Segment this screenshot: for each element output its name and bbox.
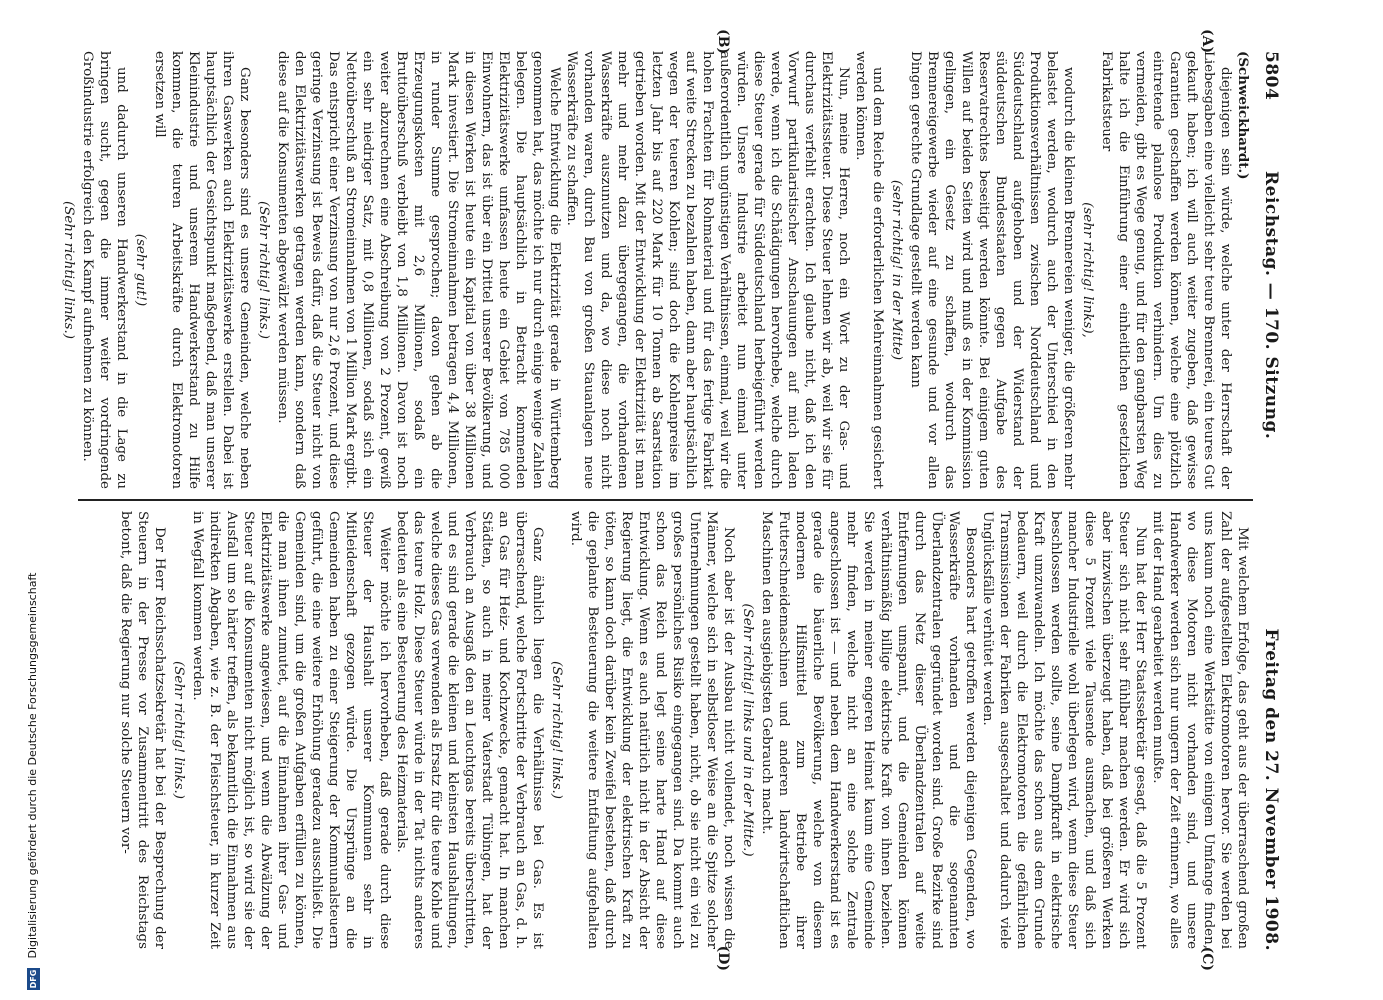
digitization-footer bbox=[26, 0, 46, 1000]
margin-marker-b: (B) bbox=[715, 29, 731, 55]
left-paragraph: Welche Entwicklung die Elektrizität gerade in Württemberg genommen hat, das möchte ich nur durch einige wenige Zahlen belegen. Die hauptsächlich in Betracht kommenden Elektrizitätswerke umfassen heute ein Gebiet von 785 000 Einwohnern, das ist über ein Drittel unserer Bevölkerung, und in diesen Werken ist heute ein Kapital von über 38 Millionen Mark investiert. Die Stromeinnahmen betragen 4,4 Millionen, in runder Summe gesprochen; davon gehen ab die Erzeugungskosten mit 2,6 Millionen, sodaß ein Bruttoüberschuß verbleibt von 1,8 Millionen. Davon ist noch weiter abzurechnen eine Abschreibung von 2 Prozent, gewiß ein sehr niedriger Satz, mit 0,8 Millionen, sodaß sich ein Nettoüberschuß an Stromeinnahmen von 1 Million Mark ergibt. Das entspricht einer Verzinsung von nur 2,6 Prozent, und diese geringe Verzinsung ist Beweis dafür, daß die Steuer nicht von den Elektrizitätswerken getragen werden kann, sondern daß diese auf die Konsumenten abgewälzt werden müssen. bbox=[275, 51, 562, 489]
right-paragraph: Mit welchem Erfolge, das geht aus der überraschend großen Zahl der aufgestellten Elektromotoren hervor. Sie werden bei uns kaum noch eine Werkstätte von einigem Umfange finden, wo diese Motoren nicht vorhanden sind, und unsere Handwerker werden sich nur ungern der Zeit erinnern, wo alles mit der Hand gearbeitet werden mußte. bbox=[1150, 511, 1250, 949]
margin-marker-c: (C) bbox=[1199, 946, 1215, 971]
left-paragraph: Ganz besonders sind es unsere Gemeinden, welche neben ihren Gaswerken auch Elektrizitätswerke erstellen. Dabei ist hauptsächlich der Gesichtspunkt maßgebend, daß man unserer Kleinindustrie und unserem Handwerkerstand zu Hilfe kommen, die teuren Arbeitskräfte durch Elektromotoren ersetzen will bbox=[152, 51, 252, 489]
right-paragraph: Nun hat der Herr Staatssekretär gesagt, daß die 5 Prozent Steuer sich nicht sehr fühlbar machen werden. Er wird sich aber inzwischen überzeugt haben, daß bei größeren Werken diese 5 Prozent viele Tausende ausmachen, und daß sich mancher Industrielle wohl überlegen wird, wenn diese Steuer beschlossen werden sollte, seine Dampfkraft in elektrische Kraft umzuwandeln. Ich möchte das schon aus dem Grunde bedauern, weil durch die Elektromotoren die gefährlichen Transmissionen der Fabriken ausgeschaltet und dadurch viele Unglücksfälle verhütet werden. bbox=[980, 511, 1148, 949]
right-column bbox=[101, 511, 1251, 971]
session-title: Reichstag. — 170. Sitzung. bbox=[1261, 171, 1281, 440]
right-remark: (Sehr richtig! links und in der Mitte.) bbox=[740, 603, 755, 857]
right-paragraph: Besonders hart getroffen werden diejenigen Gegenden, wo Wasserkräfte vorhanden und die sogenannten Überlandzentralen gegründet worden sind. Große Bezirke sind durch das Netz dieser Überlandzentralen auf weite Entfernungen umspannt, und die Gemeinden können verhältnismäßig billige elektrische Kraft von ihnen beziehen. Sie werden in meiner engeren Heimat kaum eine Gemeinde mehr finden, welche nicht an eine solche Zentrale angeschlossen ist — und neben dem Handwerkerstand ist es gerade die bäuerliche Bevölkerung, welche von diesem modernen Hilfsmittel zum Betriebe ihrer Futterschneidemaschinen und anderen landwirtschaftlichen Maschinen den ausgiebigsten Gebrauch macht. bbox=[759, 511, 978, 949]
page-content bbox=[61, 29, 1283, 971]
left-remark: (Sehr richtig! links.) bbox=[256, 201, 271, 339]
right-remark: (Sehr richtig! links.) bbox=[549, 661, 564, 799]
right-paragraph: Weiter möchte ich hervorheben, daß gerade durch diese Steuer der Haushalt unserer Kommunen sehr in Mitleidenschaft gezogen würde. Die Ursprünge an die Gemeinden haben zu einer Steigerung der Kommunalsteuern geführt, die eine weitere Erhöhung geradezu ausschließt. Die Gemeinden sind, um die großen Aufgaben erfüllen zu können, die man ihnen zumutet, auf die Einnahmen ihrer Gas- und Elektrizitätswerke angewiesen, und wenn die Abwälzung der Steuer auf die Konsumenten nicht möglich ist, so wird sie der Ausfall um so härter treffen, als bekanntlich die Einnahmen aus indirekten Abgaben, wie z. B. der Fleischsteuer, in kurzer Zeit in Wegfall kommen werden. bbox=[190, 511, 392, 949]
column-divider bbox=[78, 499, 1253, 501]
session-date: Freitag den 27. November 1908. bbox=[1261, 628, 1281, 951]
scanned-page bbox=[61, 29, 1283, 971]
page-header bbox=[1255, 51, 1281, 951]
margin-marker-a: (A) bbox=[1199, 29, 1215, 54]
dfg-logo-icon: DFG bbox=[28, 969, 38, 989]
left-speaker: (Schweickhardt.) bbox=[1235, 51, 1251, 180]
left-remark: (sehr gut!) bbox=[133, 233, 148, 307]
left-remark: (Sehr richtig! links.) bbox=[61, 201, 76, 339]
left-paragraph: und dem Reiche die erforderlichen Mehreinnahmen gesichert werden können. bbox=[853, 51, 885, 489]
left-paragraph: und dadurch unseren Handwerkerstand in die Lage zu bringen sucht, gegen die immer weiter vordringende Großindustrie erfolgreich den Kampf aufnehmen zu können. bbox=[80, 51, 129, 489]
margin-marker-d: (D) bbox=[715, 945, 731, 971]
left-remark: (sehr richtig! in der Mitte) bbox=[889, 179, 904, 361]
left-column bbox=[61, 29, 1251, 489]
page-number: 5804 bbox=[1261, 51, 1281, 101]
left-remark: (sehr richtig! links), bbox=[1080, 202, 1095, 338]
right-paragraph: Ganz ähnlich liegen die Verhältnisse bei Gas. Es ist überraschend, welche Fortschritte der Verbrauch an Gas, d. h. an Gas für Heiz- und Kochzwecke, gemacht hat. In manchen Städten, so auch in meiner Vaterstadt Tübingen, hat der Verbrauch an Ausgaß den an Leuchtgas bereits überschritten, und es sind gerade die kleinen und kleinsten Haushaltungen, welche dieses Gas verwenden als Ersatz für die teure Kohle und das teure Holz. Diese Steuer würde in der Tat nichts anderes bedeuten als eine Besteuerung des Heizmaterials. bbox=[394, 511, 545, 949]
right-paragraph: Noch aber ist der Ausbau nicht vollendet, noch wissen die Männer, welche sich in selbstloser Weise an die Spitze solcher Unternehmungen gestellt haben, nicht, ob sie nicht ein viel zu großes persönliches Risiko eingegangen sind. Da kommt auch schon das Reich und legt seine harte Hand auf diese Entwicklung. Wenn es auch natürlich nicht in der Absicht der Regierung liegt, die Entwicklung der elektrischen Kraft zu töten, so kann doch darüber kein Zweifel bestehen, daß durch die geplante Besteuerung die weitere Entfaltung aufgehalten wird. bbox=[568, 511, 736, 949]
left-paragraph: wodurch die kleinen Brennereien weniger, die größeren mehr belastet werden, wodurch auch der Unterschied in den Produktionsverhältnissen zwischen Norddeutschland und Süddeutschland aufgehoben und der Widerstand der süddeutschen Bundesstaaten gegen Aufgabe des Reservatrechtes beseitigt werden könnte. Bei einigem guten Willen auf beiden Seiten wird und muß es in der Kommission gelingen, ein Gesetz zu schaffen, wodurch das Brennereigewerbe wieder auf eine gesunde und vor allen Dingen gerechte Grundlage gestellt werden kann bbox=[908, 51, 1076, 489]
footer-text: Digitalisierung gefördert durch die Deutsche Forschungsgemeinschaft bbox=[26, 572, 39, 959]
right-paragraph: Der Herr Reichsschatzsekretär hat bei der Besprechung der Steuern in der Presse vor Zusammentritt des Reichstags betont, daß die Regierung nur solche Steuern vor- bbox=[118, 511, 167, 949]
left-paragraph: diejenigen sein würde, welche unter der Herrschaft der Liebesgaben eine vielleicht sehr teure Brennerei, ein teures Gut gekauft haben; ich will auch weiter zugeben, daß gewisse Garantien geschaffen werden können, welche eine plötzlich eintretende planlose Produktion verhindern. Um dies zu vermeiden, gibt es Wege genug, und für den gangbarsten Weg halte ich die Einführung einer einheitlichen gesetzlichen Fabrikatsteuer bbox=[1099, 51, 1233, 489]
left-paragraph: Nun, meine Herren, noch ein Wort zu der Gas- und Elektrizitätssteuer. Diese Steuer lehnen wir ab, weil wir sie für durchaus verfehlt erachten. Ich glaube nicht, daß ich den Vorwurf partikularistischer Anschauungen auf mich laden werde, wenn ich die Schädigungen hervorhebe, welche durch diese Steuer gerade für Süddeutschland herbeigeführt werden würden. Unsere Industrie arbeitet nun einmal unter außerordentlich ungünstigen Verhältnissen, einmal, weil wir die hohen Frachten für Rohmaterial und für das fertige Fabrikat auf weite Strecken zu bezahlen haben, dann aber hauptsächlich wegen der teueren Kohlen; sind doch die Kohlenpreise im letzten Jahr bis auf 220 Mark für 10 Tonnen ab Saarstation getrieben worden. Mit der Entwicklung der Elektrizität ist man mehr und mehr dazu übergegangen, die vorhandenen Wasserkräfte auszunutzen und da, wo diese noch nicht vorhanden waren, durch Bau von großen Stauanlagen neue Wasserkräfte zu schaffen. bbox=[564, 51, 851, 489]
right-remark: (Sehr richtig! links.) bbox=[171, 661, 186, 799]
